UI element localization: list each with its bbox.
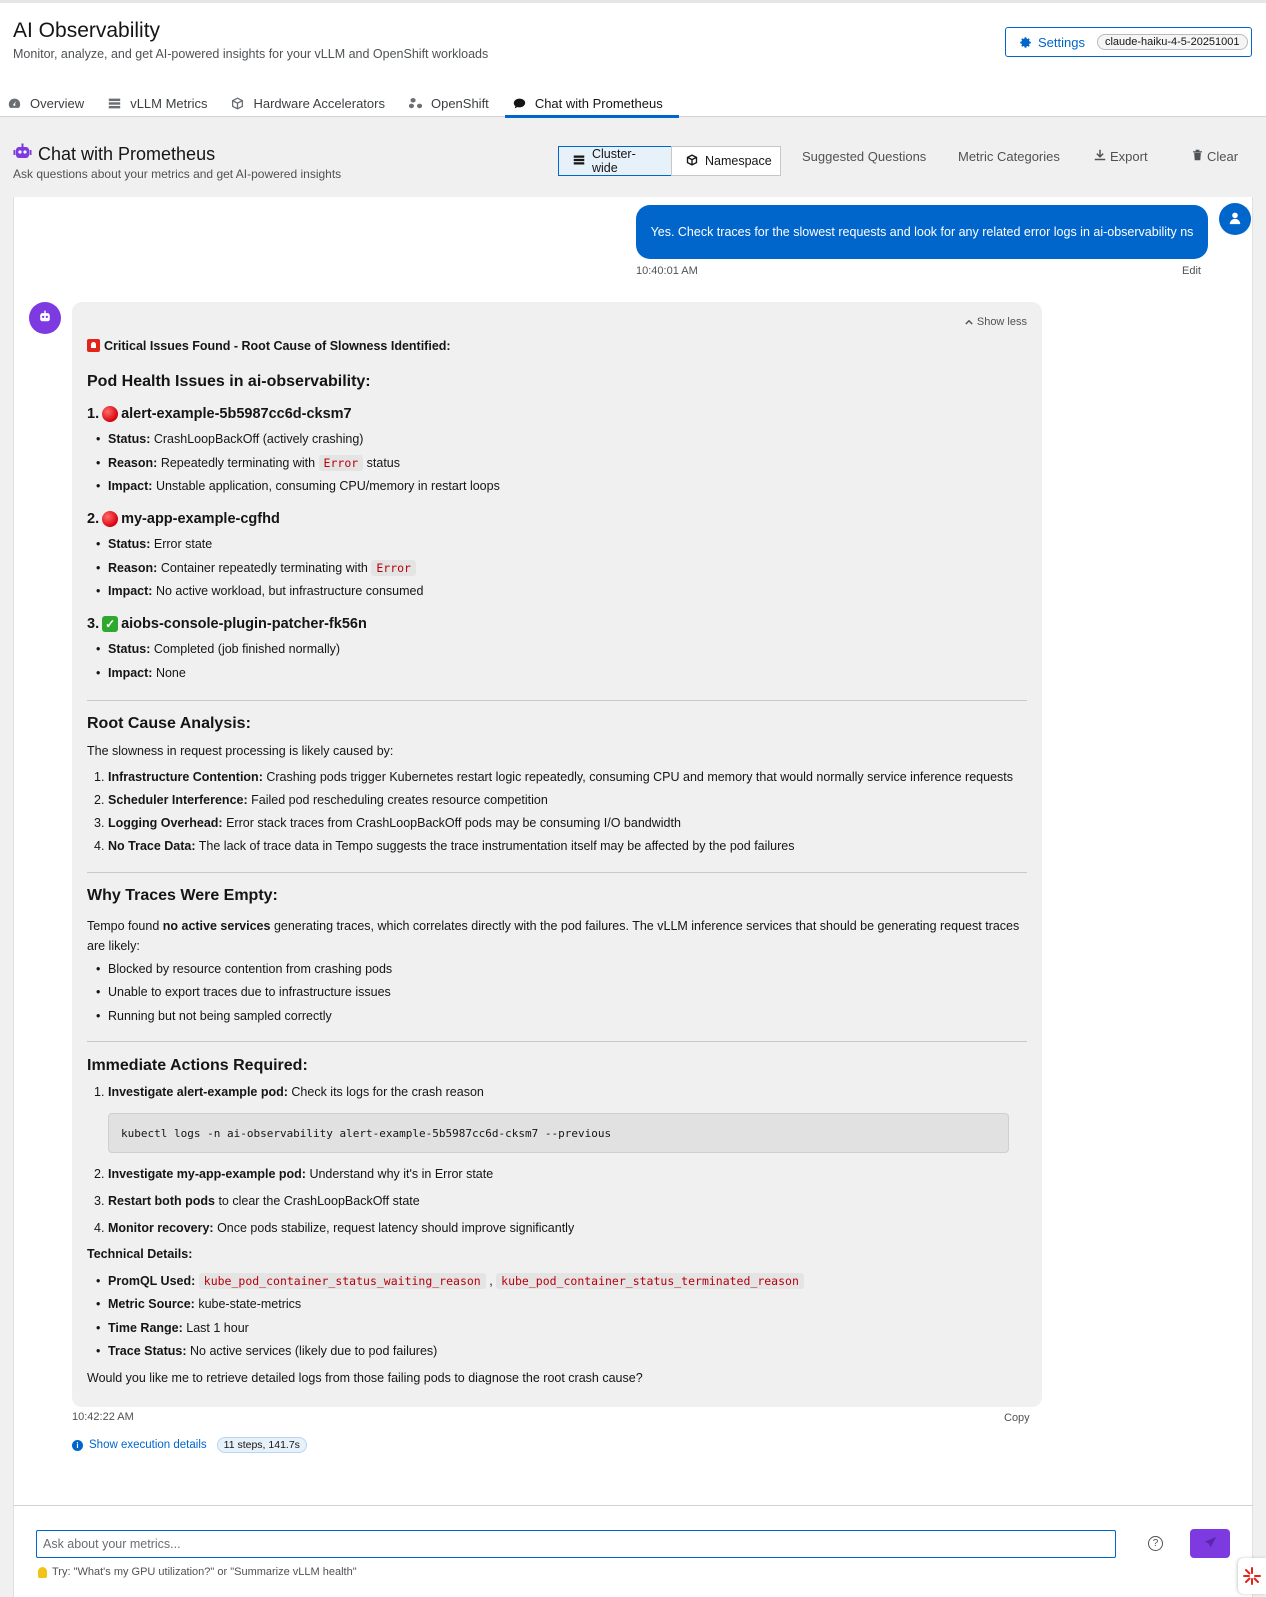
clear-label: Clear [1207,149,1239,164]
list-item: • Impact: Unstable application, consuming CPU/memory in restart loops [108,479,500,493]
code-block[interactable]: kubectl logs -n ai-observability alert-example-5b5987cc6d-cksm7 --previous [108,1113,1009,1153]
export-label: Export [1110,149,1148,164]
divider [87,700,1027,701]
list-item: • Time Range: Last 1 hour [108,1321,249,1335]
info-icon: i [72,1440,83,1451]
traces-heading: Why Traces Were Empty: [87,887,278,904]
server-icon [573,154,585,169]
chat-header [0,115,1266,195]
list-item: • Metric Source: kube-state-metrics [108,1297,301,1311]
lightbulb-icon [38,1567,47,1578]
tech-details-heading: Technical Details: [87,1247,193,1261]
list-item: • Impact: No active workload, but infrastructure consumed [108,584,423,598]
list-item: • Trace Status: No active services (likely due to pod failures) [108,1344,437,1358]
list-item: • Impact: None [108,666,186,680]
cube-icon [686,154,698,169]
app-header [0,3,1266,117]
actions-heading: Immediate Actions Required: [87,1057,308,1074]
pod-3-title [87,616,1027,632]
red-circle-icon [102,511,118,527]
tab-label: Hardware Accelerators [253,95,385,111]
pod-number: 3. [87,616,100,632]
scope-cluster-label: Cluster-wide [592,147,636,175]
show-less-button[interactable] [965,316,1027,328]
check-mark-icon: ✓ [102,616,118,632]
robot-icon [38,310,52,326]
critical-text: Critical Issues Found - Root Cause of Slowness Identified: [104,339,451,353]
settings-label: Settings [1038,34,1085,50]
list-item: • Reason: Container repeatedly terminating with Error [108,561,416,575]
paper-plane-icon [1204,1536,1217,1552]
critical-heading [87,339,1027,353]
list-item: • Status: Error state [108,537,212,551]
categories-label: Metric Categories [958,149,1060,164]
gear-icon [1019,36,1032,49]
assistant-launcher-icon[interactable] [1238,1558,1266,1594]
siren-icon [87,339,100,352]
list-item: • PromQL Used: kube_pod_container_status_waiting_reason , kube_pod_container_status_terminated_reason [108,1274,804,1288]
list-item: • Status: Completed (job finished normally) [108,642,340,656]
tab-hardware-accelerators[interactable] [223,89,401,117]
root-cause-heading: Root Cause Analysis: [87,715,251,732]
red-circle-icon [102,406,118,422]
main-tabs [0,89,679,117]
divider [87,1041,1027,1042]
pod-name: my-app-example-cgfhd [121,511,280,527]
chat-messages[interactable] [13,197,1253,1505]
pod-number: 2. [87,511,100,527]
list-item: 1. Investigate alert-example pod: Check its logs for the crash reason [94,1085,484,1099]
tab-openshift[interactable] [401,89,505,117]
dashboard-icon [8,97,21,110]
chat-input-area [13,1505,1253,1597]
edit-message-button[interactable]: Edit [1182,265,1201,277]
scope-cluster-wide-button[interactable] [558,146,672,176]
suggested-questions-button[interactable] [802,149,926,164]
pod-name: alert-example-5b5987cc6d-cksm7 [121,406,352,422]
model-badge: claude-haiku-4-5-20251001 [1097,34,1248,50]
app-title: AI Observability [13,19,161,42]
chevron-up-icon [965,316,973,328]
pod-name: aiobs-console-plugin-patcher-fk56n [121,616,367,632]
copy-button[interactable]: Copy [1004,1412,1030,1424]
chat-subtitle: Ask questions about your metrics and get AI-powered insights [13,167,342,181]
list-item: 2. Scheduler Interference: Failed pod rescheduling creates resource competition [94,793,548,807]
show-less-label: Show less [976,316,1027,328]
cubes-icon [409,97,422,110]
pod-1-title [87,406,1027,422]
list-item: 4. Monitor recovery: Once pods stabilize, request latency should improve significantly [94,1221,575,1235]
chat-title-text: Chat with Prometheus [38,143,216,164]
tab-vllm-metrics[interactable] [100,89,223,117]
list-item: 2. Investigate my-app-example pod: Understand why it's in Error state [94,1167,494,1181]
cube-icon [231,97,244,110]
pod-health-heading: Pod Health Issues in ai-observability: [87,373,371,390]
list-item: 3. Restart both pods to clear the CrashLoopBackOff state [94,1194,420,1208]
assistant-message-bubble [72,302,1042,1407]
tab-chat-with-prometheus[interactable] [505,89,679,117]
user-icon [1228,211,1242,228]
exec-label: Show execution details [89,1439,207,1451]
assistant-avatar [29,302,61,334]
user-message-text: Yes. Check traces for the slowest requests and look for any related error logs in ai-observability ns [650,225,1194,239]
clear-button[interactable] [1192,149,1238,164]
chat-title [13,143,215,165]
help-icon[interactable]: ? [1148,1536,1163,1551]
tab-label: vLLM Metrics [130,95,208,111]
list-item: • Unable to export traces due to infrastructure issues [108,985,391,999]
list-item: • Reason: Repeatedly terminating with Error status [108,456,400,470]
download-icon [1094,149,1106,164]
traces-paragraph: Tempo found no active services generating traces, which correlates directly with the pod failures. The vLLM inference services that should be generating request traces are likely: [87,919,1020,953]
list-item: 4. No Trace Data: The lack of trace data in Tempo suggests the trace instrumentation itself may be affected by the pod failures [94,839,795,853]
assistant-message-time: 10:42:22 AM [72,1411,134,1423]
comment-icon [513,97,526,110]
trash-icon [1192,149,1203,164]
tab-label: Chat with Prometheus [534,95,663,111]
settings-button[interactable] [1005,27,1252,57]
tab-label: Overview [30,95,85,111]
pod-number: 1. [87,406,100,422]
tab-label: OpenShift [430,95,489,111]
metric-categories-button[interactable] [958,149,1060,164]
list-item: • Running but not being sampled correctly [108,1009,332,1023]
export-button[interactable] [1094,149,1148,164]
input-hint [38,1566,357,1578]
app-subtitle: Monitor, analyze, and get AI-powered insights for your vLLM and OpenShift workloads [13,47,489,61]
hint-text: Try: "What's my GPU utilization?" or "Summarize vLLM health" [52,1566,357,1578]
suggested-label: Suggested Questions [802,149,927,164]
chat-input[interactable] [36,1530,1116,1558]
tab-overview[interactable] [0,89,100,117]
user-message-bubble [636,205,1208,259]
list-item: 1. Infrastructure Contention: Crashing pods trigger Kubernetes restart logic repeatedly, consuming CPU and memory that would normally service inference requests [94,770,1013,784]
list-item: • Status: CrashLoopBackOff (actively crashing) [108,432,363,446]
scope-namespace-label: Namespace [705,154,772,168]
user-message-time: 10:40:01 AM [636,265,698,277]
send-button[interactable] [1190,1529,1230,1558]
divider [87,872,1027,873]
root-cause-intro: The slowness in request processing is likely caused by: [87,744,394,758]
list-item: 3. Logging Overhead: Error stack traces from CrashLoopBackOff pods may be consuming I/O bandwidth [94,816,681,830]
steps-badge: 11 steps, 141.7s [217,1437,307,1453]
scope-namespace-button[interactable] [671,146,781,176]
robot-icon [13,143,32,165]
closing-question: Would you like me to retrieve detailed logs from those failing pods to diagnose the root crash cause? [87,1371,643,1385]
user-avatar [1219,203,1251,235]
list-item: • Blocked by resource contention from crashing pods [108,962,392,976]
pod-2-title [87,511,1027,527]
show-execution-details-button[interactable] [72,1437,307,1453]
server-icon [108,97,121,110]
